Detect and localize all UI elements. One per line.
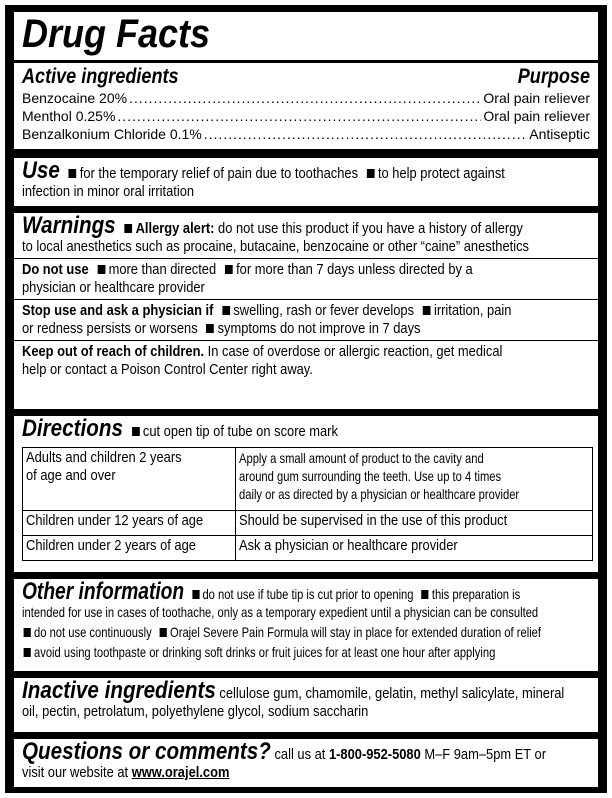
table-row [23,511,593,536]
warnings-heading: Warnings [22,212,116,239]
stop-use-text: irritation, pain [433,302,512,319]
bullet-square-icon [423,306,431,315]
ingredient-row [22,89,590,107]
warnings-panel [14,213,598,409]
table-cell [235,448,592,511]
do-not-use-line-1 [22,261,510,279]
table-row [23,536,593,561]
other-info-text: Orajel Severe Pain Formula will stay in place for extended duration of relief [170,624,542,640]
active-ingredients-panel [14,12,598,149]
use-line-1 [22,157,510,184]
keep-out-line-1 [22,343,510,361]
do-not-use-text: more than directed [108,261,217,278]
other-info-text: this preparation is [431,586,521,602]
purpose-heading: Purpose [517,65,590,88]
leader-dots [129,89,481,107]
inactive-text: cellulose gum, chamomile, gelatin, methyl salicylate, mineral [219,685,565,702]
allergy-alert-line-1 [22,212,523,239]
other-info-line-2: intended for use in cases of toothache, only as a temporary expedient until a physician can be consulted [22,604,539,620]
allergy-alert-text: do not use this product if you have a history of allergy [218,220,523,237]
other-information-heading: Other information [22,578,185,605]
age-group: Children under 12 years of age [26,512,204,529]
stop-use-text: swelling, rash or fever develops [233,302,415,319]
bullet-square-icon [124,224,132,233]
age-group: Children under 2 years of age [26,537,196,554]
stop-use-line-2 [22,320,510,338]
ingredient-name: Benzalkonium Chloride 0.1% [22,126,202,142]
keep-out-text: In case of overdose or allergic reaction, get medical [207,343,503,360]
questions-line-2 [22,764,510,782]
ingredient-purpose: Antiseptic [529,126,590,142]
other-info-text: do not use continuously [34,624,152,640]
other-information-panel [14,579,598,671]
bullet-square-icon [192,590,199,599]
questions-text: visit our website at [22,764,129,781]
bullet-square-icon [421,590,428,599]
use-heading: Use [22,157,60,184]
ingredient-row [22,107,590,125]
active-ingredient-list [22,89,590,143]
other-info-text: do not use if tube tip is cut prior to opening [202,586,414,602]
age-group: of age and over [26,467,116,484]
do-not-use-text: for more than 7 days unless directed by a [236,261,473,278]
age-group: Adults and children 2 years [26,449,182,466]
table-row [23,448,593,511]
direction-text: Apply a small amount of product to the cavity and [238,450,484,466]
directions-heading: Directions [22,415,123,442]
other-info-line-4 [22,643,496,661]
other-info-line-3 [22,623,542,641]
directions-panel [14,416,598,572]
inactive-line-2: oil, pectin, petrolatum, polyethylene glycol, sodium saccharin [22,703,369,720]
table-cell [23,448,236,511]
bullet-square-icon [24,628,31,637]
questions-heading: Questions or comments? [22,738,271,765]
bullet-square-icon [97,265,105,274]
stop-use-text: or redness persists or worsens [22,320,198,337]
website-link[interactable]: www.orajel.com [131,764,230,781]
use-text: to help protect against [377,165,505,182]
inactive-line-1 [22,677,565,704]
direction-text: around gum surrounding the teeth. Use up to 4 times [238,468,502,484]
stop-use-text: symptoms do not improve in 7 days [217,320,421,337]
other-info-text: avoid using toothpaste or drinking soft drinks or fruit juices for at least one hour after applying [34,644,496,660]
directions-intro-line [22,415,510,442]
allergy-alert-line-2: to local anesthetics such as procaine, butacaine, benzocaine or other “caine” anesthetics [22,238,529,255]
do-not-use-label: Do not use [22,261,89,278]
direction-text: Should be supervised in the use of this product [238,512,508,529]
questions-panel [14,739,598,787]
table-cell [235,511,592,536]
ingredient-purpose: Oral pain reliever [483,90,590,106]
drug-facts-title: Drug Facts [22,12,211,56]
table-cell [23,511,236,536]
questions-text: call us at [274,746,326,763]
bullet-square-icon [132,427,140,436]
inactive-ingredients-heading: Inactive ingredients [22,677,216,704]
bullet-square-icon [225,265,233,274]
ingredient-purpose: Oral pain reliever [483,108,590,124]
table-cell [235,536,592,561]
drug-facts-label [5,5,607,793]
phone-number[interactable]: 1-800-952-5080 [328,746,421,763]
do-not-use-line-2: physician or healthcare provider [22,279,205,296]
bullet-square-icon [222,306,230,315]
use-line-2: infection in minor oral irritation [22,183,195,200]
bullet-square-icon [206,324,214,333]
questions-line-1 [22,738,547,765]
use-text: for the temporary relief of pain due to toothaches [79,165,359,182]
other-info-line-1 [22,578,521,605]
questions-text: M–F 9am–5pm ET or [424,746,547,763]
directions-intro: cut open tip of tube on score mark [142,423,338,440]
directions-table [22,447,593,561]
allergy-alert-label: Allergy alert: [135,220,215,237]
keep-out-line-2: help or contact a Poison Control Center right away. [22,361,313,378]
bullet-square-icon [160,628,167,637]
active-ingredients-heading: Active ingredients [22,65,179,88]
table-cell [23,536,236,561]
direction-text: daily or as directed by a physician or healthcare provider [238,486,520,502]
bullet-square-icon [69,169,77,178]
stop-use-line-1 [22,302,510,320]
stop-use-label: Stop use and ask a physician if [22,302,214,319]
ingredient-row [22,125,590,143]
use-panel [14,158,598,206]
inactive-ingredients-panel [14,678,598,732]
leader-dots [117,107,481,125]
bullet-square-icon [24,648,31,657]
leader-dots [204,125,528,143]
ingredient-name: Menthol 0.25% [22,108,116,124]
keep-out-label: Keep out of reach of children. [22,343,205,360]
direction-text: Ask a physician or healthcare provider [238,537,458,554]
ingredient-name: Benzocaine 20% [22,90,128,106]
bullet-square-icon [367,169,375,178]
